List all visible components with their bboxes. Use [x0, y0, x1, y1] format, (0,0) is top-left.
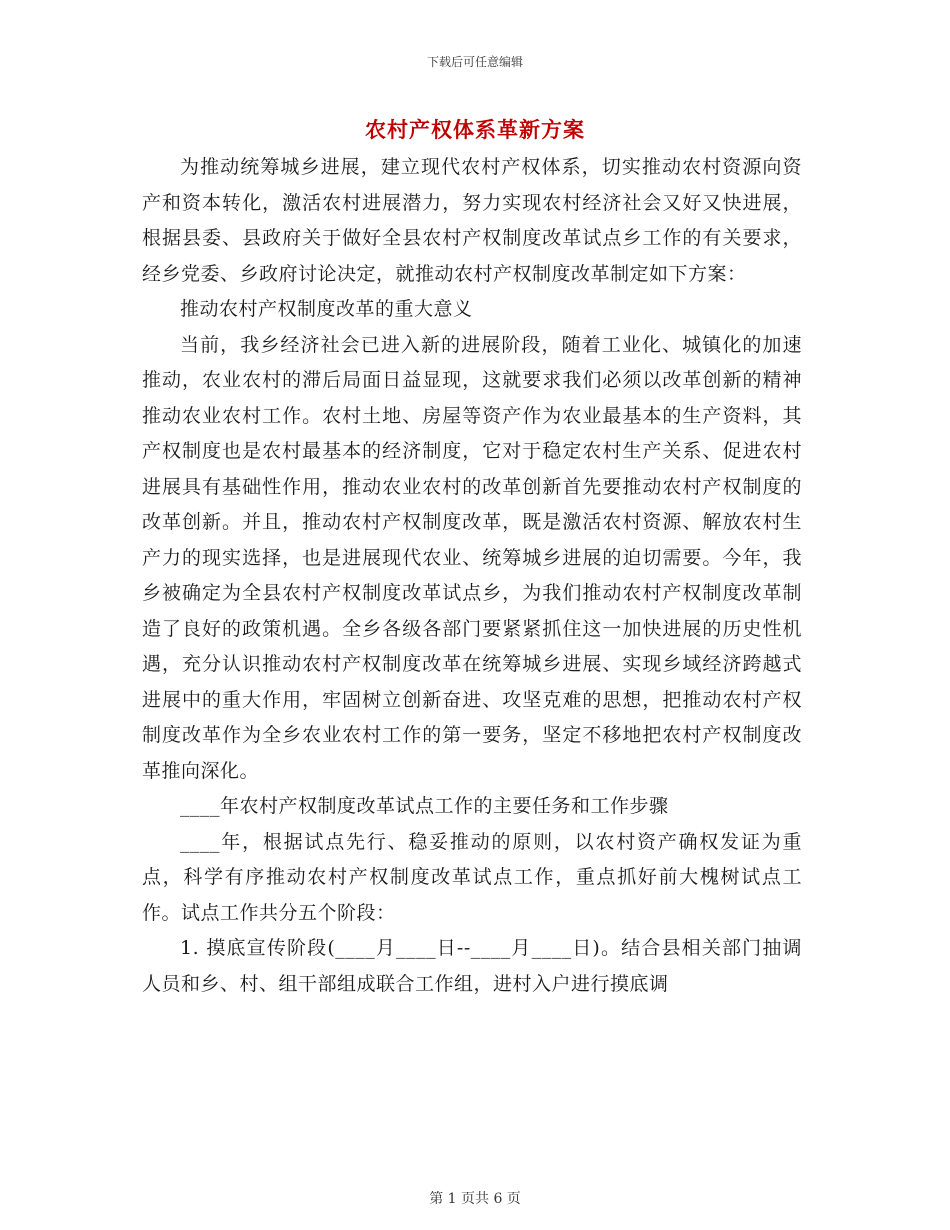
paragraph-intro: 为推动统筹城乡进展，建立现代农村产权体系，切实推动农村资源向资产和资本转化，激活农村进展潜力，努力实现农村经济社会又好又快进展，根据县委、县政府关于做好全县农村产权制度改革试点乡工作的有关要求，经乡党委、乡政府讨论决定，就推动农村产权制度改革制定如下方案：	[142, 156, 802, 285]
paragraph-stage-1: 1. 摸底宣传阶段(____月____日--____月____日)。结合县相关部门抽调人员和乡、村、组干部组成联合工作组，进村入户进行摸底调	[142, 937, 802, 995]
document-body	[142, 150, 802, 1002]
paragraph-tasks: ____年，根据试点先行、稳妥推动的原则，以农村资产确权发证为重点，科学有序推动农村产权制度改革试点工作，重点抓好前大槐树试点工作。试点工作共分五个阶段：	[142, 830, 802, 924]
section-heading-significance: 推动农村产权制度改革的重大意义	[180, 298, 473, 320]
page-number: 第 1 页共 6 页	[429, 1191, 521, 1207]
section-heading-tasks: ____年农村产权制度改革试点工作的主要任务和工作步骤	[180, 795, 669, 817]
paragraph-significance: 当前，我乡经济社会已进入新的进展阶段，随着工业化、城镇化的加速推动，农业农村的滞后局面日益显现，这就要求我们必须以改革创新的精神推动农业农村工作。农村土地、房屋等资产作为农业最基本的生产资料，其产权制度也是农村最基本的经济制度，它对于稳定农村生产关系、促进农村进展具有基础性作用，推动农业农村的改革创新首先要推动农村产权制度的改革创新。并且，推动农村产权制度改革，既是激活农村资源、解放农村生产力的现实选择，也是进展现代农业、统筹城乡进展的迫切需要。今年，我乡被确定为全县农村产权制度改革试点乡，为我们推动农村产权制度改革制造了良好的政策机遇。全乡各级各部门要紧紧抓住这一加快进展的历史性机遇，充分认识推动农村产权制度改革在统筹城乡进展、实现乡域经济跨越式进展中的重大作用，牢固树立创新奋进、攻坚克难的思想，把推动农村产权制度改革作为全乡农业农村工作的第一要务，坚定不移地把农村产权制度改革推向深化。	[142, 333, 802, 782]
document-title: 农村产权体系革新方案	[365, 117, 585, 142]
header-note: 下载后可任意编辑	[426, 55, 523, 69]
